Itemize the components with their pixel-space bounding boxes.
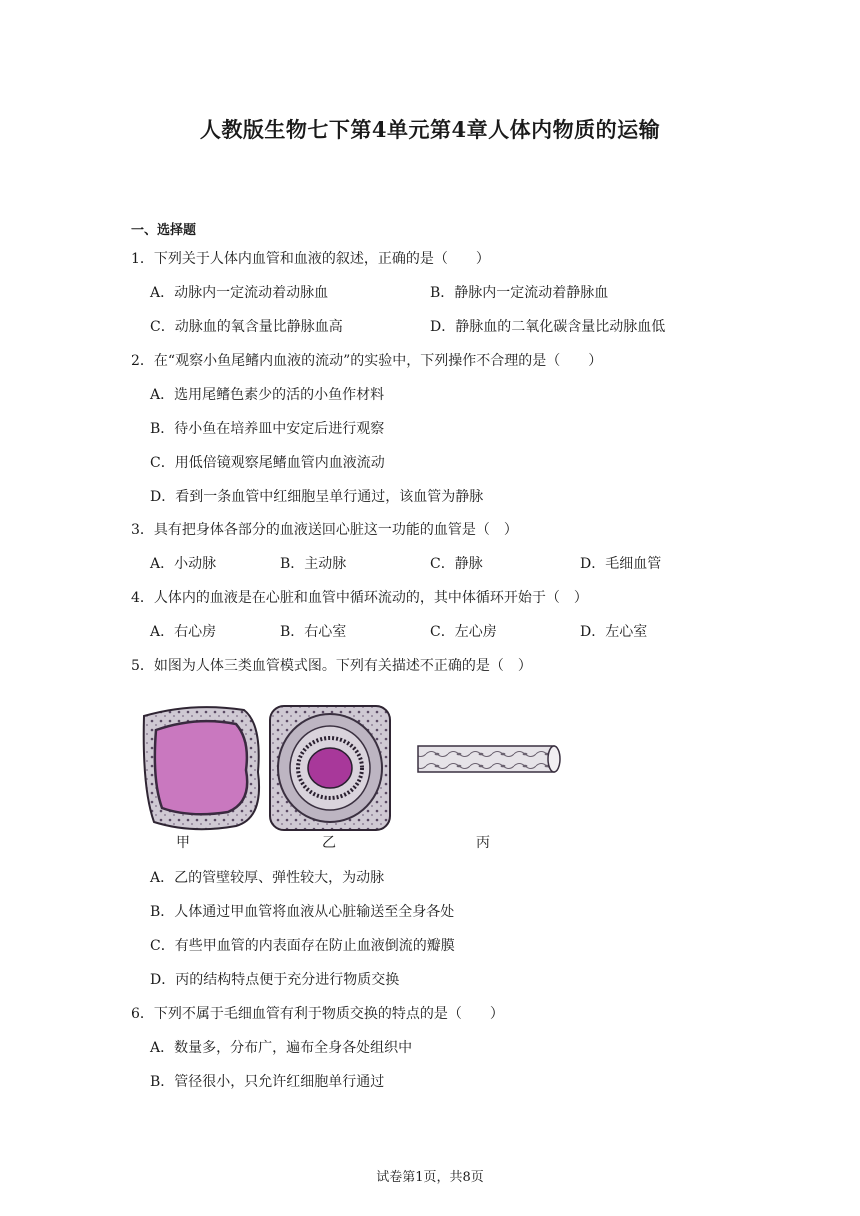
q5-option-b: B．人体通过甲血管将血液从心脏输送至全身各处: [150, 904, 455, 920]
q2-option-a: A．选用尾鳍色素少的活的小鱼作材料: [150, 387, 385, 403]
question-2-stem: 2．在“观察小鱼尾鳍内血液的流动”的实验中，下列操作不合理的是（ ）: [131, 353, 603, 369]
q6-option-a: A．数量多，分布广，遍布全身各处组织中: [150, 1040, 413, 1056]
question-6-stem: 6．下列不属于毛细血管有利于物质交换的特点的是（ ）: [131, 1006, 504, 1022]
figure-label-bing: 丙: [476, 835, 490, 851]
q4-option-b: B．右心室: [280, 624, 347, 640]
document-title: 人教版生物七下第4单元第4章人体内物质的运输: [199, 117, 661, 142]
vein-diagram: [144, 707, 259, 829]
q1-option-a: A．动脉内一定流动着动脉血: [150, 285, 329, 301]
q6-option-b: B．管径很小，只允许红细胞单行通过: [150, 1074, 385, 1090]
q4-option-a: A．右心房: [150, 624, 217, 640]
question-4-stem: 4．人体内的血液是在心脏和血管中循环流动的，其中体循环开始于（ ）: [131, 590, 588, 606]
blood-vessel-figure: [140, 700, 570, 860]
capillary-diagram: [418, 746, 560, 772]
artery-diagram: [270, 706, 390, 830]
q1-option-c: C．动脉血的氧含量比静脉血高: [150, 319, 343, 335]
q1-option-b: B．静脉内一定流动着静脉血: [430, 285, 609, 301]
q3-option-c: C．静脉: [430, 556, 483, 572]
q4-option-c: C．左心房: [430, 624, 497, 640]
question-3-stem: 3．具有把身体各部分的血液送回心脏这一功能的血管是（ ）: [131, 522, 518, 538]
q2-option-d: D．看到一条血管中红细胞呈单行通过，该血管为静脉: [150, 489, 484, 505]
section-heading: 一、选择题: [131, 223, 197, 238]
q3-option-a: A．小动脉: [150, 556, 217, 572]
q1-option-d: D．静脉血的二氧化碳含量比动脉血低: [430, 319, 666, 335]
figure-label-yi: 乙: [322, 835, 336, 851]
q5-option-d: D．丙的结构特点便于充分进行物质交换: [150, 972, 400, 988]
q5-option-c: C．有些甲血管的内表面存在防止血液倒流的瓣膜: [150, 938, 455, 954]
q2-option-b: B．待小鱼在培养皿中安定后进行观察: [150, 421, 385, 437]
figure-label-jia: 甲: [176, 835, 190, 851]
q3-option-d: D．毛细血管: [580, 556, 662, 572]
question-5-stem: 5．如图为人体三类血管模式图。下列有关描述不正确的是（ ）: [131, 658, 532, 674]
question-1-stem: 1．下列关于人体内血管和血液的叙述，正确的是（ ）: [131, 251, 490, 267]
q5-option-a: A．乙的管壁较厚、弹性较大，为动脉: [150, 870, 385, 886]
q3-option-b: B．主动脉: [280, 556, 347, 572]
q2-option-c: C．用低倍镜观察尾鳍血管内血液流动: [150, 455, 385, 471]
page-footer: 试卷第1页，共8页: [376, 1170, 484, 1185]
q4-option-d: D．左心室: [580, 624, 648, 640]
